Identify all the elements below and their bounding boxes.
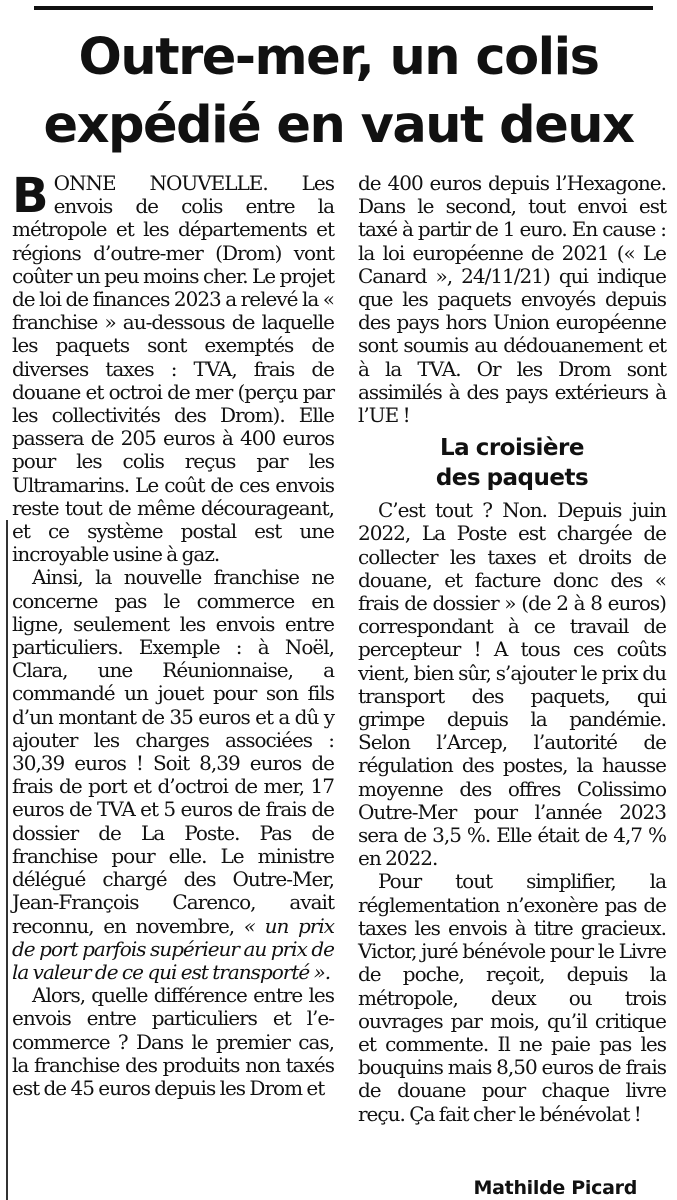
minister-quote: « un prix de port parfois supérieur au prix de la valeur de ce qui est transporté ». <box>12 913 334 984</box>
headline-line-2: expédié en vaut deux <box>43 96 634 155</box>
left-paragraph-2 <box>12 566 334 984</box>
top-rule <box>34 6 653 10</box>
left-paragraph-1 <box>12 168 334 567</box>
dropcap: B <box>12 168 48 224</box>
left-column <box>12 168 334 1100</box>
right-paragraph-2: C’est tout ? Non. Depuis juin 2022, La Poste est chargée de collecter les taxes et droits de douane, et facture donc des « frais de dossier » (de 2 à 8 euros) correspondant à ce travail de percepteur ! A tous ces coûts vient, bien sûr, s’ajouter le prix du transport des paquets, qui grimpe depuis la pandémie. Selon l’Arcep, l’autorité de régulation des postes, la hausse moyenne des offres Colissimo Outre-Mer pour l’année 2023 sera de 3,5 %. Elle était de 4,7 % en 2022. <box>358 498 666 871</box>
subhead-line-2: des paquets <box>435 465 589 492</box>
left-paragraph-2-text: Ainsi, la nouvelle franchise ne concerne pas le commerce en ligne, seulement les envois entre particuliers. Exemple : à Noël, Clara, une Réunionnaise, a commandé un jouet pour son fils d’un montant de 35 euros et a dû y ajouter les charges associées : 30,39 euros ! Soit 8,39 euros de frais de port et d’octroi de mer, 17 euros de TVA et 5 euros de frais de dossier de La Poste. Pas de franchise pour elle. Le ministre délégué chargé des Outre-Mer, Jean-François Carenco, avait reconnu, en novembre, <box>12 565 334 938</box>
byline: Mathilde Picard <box>473 1177 637 1199</box>
left-paragraph-1-text: ONNE NOUVELLE. Les envois de colis entre la métropole et les départements et régions d’outre-mer (Drom) vont coûter un peu moins cher. Le projet de loi de finances 2023 a relevé la « franchise » au-dessous de laquelle les paquets sont exemptés de diverses taxes : TVA, frais de douane et octroi de mer (perçu par les collectivités des Drom). Elle passera de 205 euros à 400 euros pour les colis reçus par les Ultramarins. Le coût de ces envois reste tout de même décourageant, et ce système postal est une incroyable usine à gaz. <box>12 171 334 567</box>
right-paragraph-3: Pour tout simplifier, la réglementation n’exonère pas de taxes les envois à titre gracieux. Victor, juré bénévole pour le Livre de poche, reçoit, depuis la métropole, deux ou trois ouvrages par mois, qu’il critique et commente. Il ne paie pas les bouquins mais 8,50 euros de frais de douane pour chaque livre reçu. Ça fait cher le bénévolat ! <box>358 869 666 1126</box>
headline-line-1: Outre-mer, un colis <box>78 28 599 87</box>
subhead-line-1: La croisière <box>440 435 584 462</box>
right-paragraph-1: de 400 euros depuis l’Hexagone. Dans le second, tout envoi est taxé à partir de 1 euro. En cause : la loi européenne de 2021 (« Le Canard », 24/11/21) qui indique que les paquets envoyés depuis des pays hors Union européenne sont soumis au dédouanement et à la TVA. Or les Drom sont assimilés à des pays extérieurs à l’UE ! <box>358 171 666 428</box>
headline <box>14 24 663 160</box>
column-rule <box>6 520 8 1200</box>
right-column <box>358 172 666 1126</box>
subhead <box>358 433 666 493</box>
left-paragraph-3: Alors, quelle différence entre les envois entre particuliers et l’e-commerce ? Dans le premier cas, la franchise des produits non taxés est de 45 euros depuis les Drom et <box>12 983 334 1100</box>
